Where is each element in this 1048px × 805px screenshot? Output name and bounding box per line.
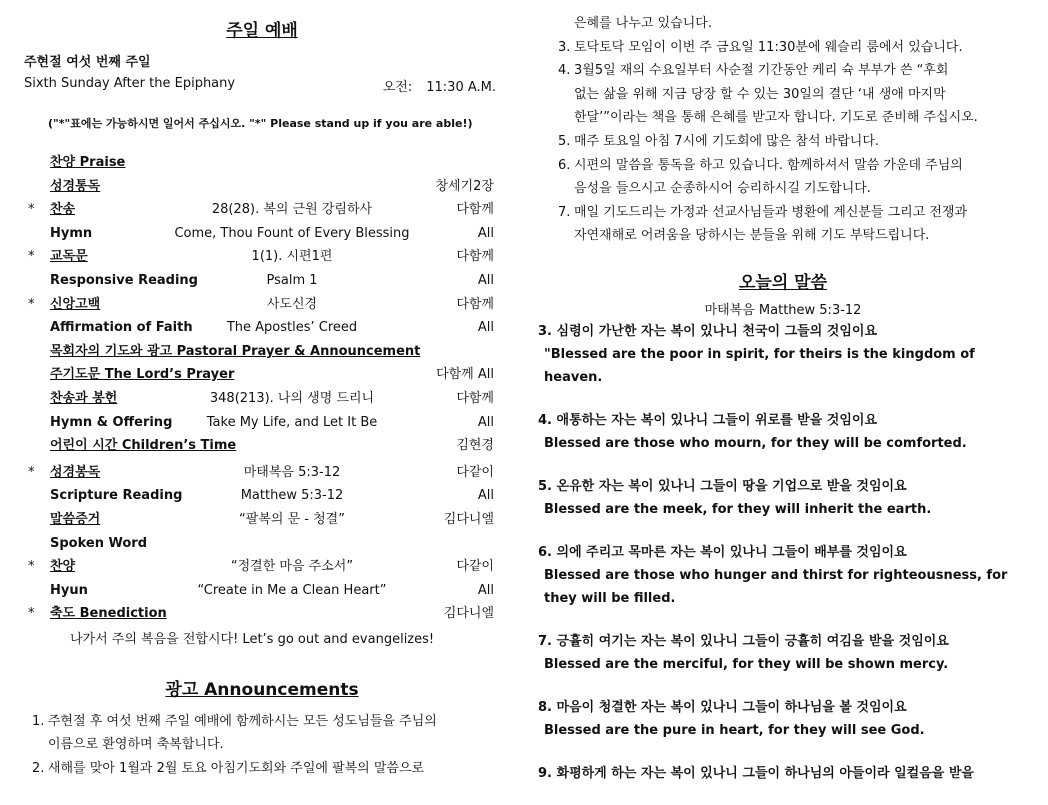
closing-line: 나가서 주의 복음을 전합시다! Let’s go out and evangelizes! xyxy=(70,631,435,647)
stand-marker: * xyxy=(28,249,35,265)
order-of-worship xyxy=(22,151,502,626)
order-item-english: Praise xyxy=(75,155,126,170)
order-item-detail: “Create in Me a Clean Heart” xyxy=(197,582,387,598)
order-item-title: 목회자의 기도와 광고 xyxy=(50,343,173,359)
verse-block xyxy=(538,320,1028,389)
order-item-leader: 다같이 xyxy=(456,559,494,575)
order-item-leader: 다함께 xyxy=(456,249,494,265)
order-row xyxy=(22,198,502,222)
verse-block xyxy=(538,409,1028,455)
announcement-number: 1. xyxy=(32,713,45,729)
stand-notice: ("*"표에는 가능하시면 일어서 주십시오. "*" Please stand up if you are able!) xyxy=(48,117,473,130)
order-item-label xyxy=(50,579,88,603)
order-item-english: Children’s Time xyxy=(117,438,237,454)
announcement-number: 2. xyxy=(32,761,45,777)
verse-block xyxy=(538,475,1028,521)
order-item-label xyxy=(50,340,420,364)
announcement-line: 없는 삶을 위해 지금 당장 할 수 있는 30일의 결단 ‘내 생애 마지막 xyxy=(574,86,946,102)
verse-korean: 4. 애통하는 자는 복이 있나니 그들이 위로를 받을 것임이요 xyxy=(538,412,878,428)
announcement-item xyxy=(538,36,1028,60)
order-item-leader: All xyxy=(477,582,494,598)
order-item-leader: 김다니엘 xyxy=(443,606,494,622)
order-row xyxy=(22,151,502,175)
order-item-title: 주기도문 xyxy=(50,367,101,383)
order-item-detail: Come, Thou Fount of Every Blessing xyxy=(174,225,410,241)
order-row xyxy=(22,461,502,485)
order-item-title: 성경통독 xyxy=(50,178,101,194)
announcement-item xyxy=(22,710,502,757)
order-row xyxy=(22,579,502,603)
order-item-detail: “팔복의 문 - 청결” xyxy=(239,511,345,527)
announcements-list xyxy=(22,710,502,781)
announcement-item xyxy=(538,154,1028,201)
order-item-leader: All xyxy=(477,320,494,336)
verse-english: Blessed are those who hunger and thirst for righteousness, for they will be filled. xyxy=(544,567,1008,606)
announcement-line: 매일 기도드리는 가정과 선교사님들과 병환에 계신분들 그리고 전쟁과 xyxy=(574,204,968,220)
order-item-detail: 1(1). 시편1편 xyxy=(251,249,333,265)
order-item-title: 찬양 xyxy=(50,155,76,170)
order-row xyxy=(22,316,502,340)
order-item-title: 찬송 xyxy=(50,202,76,218)
order-item-leader: 다함께 xyxy=(456,202,494,218)
order-item-title: 신앙고백 xyxy=(50,296,101,312)
announcement-line: 주현절 후 여섯 번째 주일 예배에 함께하시는 모든 성도님들을 주님의 xyxy=(48,713,437,729)
todays-word-title: 오늘의 말씀 xyxy=(738,272,828,293)
order-item-detail: 마태복음 5:3-12 xyxy=(243,464,341,480)
order-row xyxy=(22,293,502,317)
right-column xyxy=(538,12,1028,805)
verse-korean: 8. 마음이 청결한 자는 복이 있나니 그들이 하나님을 볼 것임이요 xyxy=(538,699,907,715)
verse-english: "Blessed are the poor in spirit, for theirs is the kingdom of heaven. xyxy=(544,346,975,385)
order-item-label xyxy=(50,387,117,411)
announcement-number: 6. xyxy=(558,157,571,173)
order-item-title: 말씀증거 xyxy=(50,511,101,527)
announcement-item xyxy=(538,59,1028,130)
verse-english: Blessed are those who mourn, for they will be comforted. xyxy=(544,435,967,451)
announcement-line: 새해를 맞아 1월과 2월 토요 아침기도회와 주일에 팔복의 말씀으로 xyxy=(48,761,425,777)
verse-english: Blessed are the meek, for they will inherit the earth. xyxy=(544,501,932,517)
verse-block xyxy=(538,630,1028,676)
announcement-number: 4. xyxy=(558,63,571,79)
order-item-label xyxy=(50,198,75,222)
order-item-leader: All xyxy=(477,272,494,288)
order-item-title: Hyun xyxy=(50,582,88,598)
announcement-item xyxy=(22,757,502,781)
verse-english: Blessed are the pure in heart, for they will see God. xyxy=(544,722,925,738)
order-item-detail: 348(213). 나의 생명 드리니 xyxy=(209,390,375,406)
subtitle-english: Sixth Sunday After the Epiphany xyxy=(24,76,236,91)
order-item-leader: 다함께 xyxy=(456,296,494,312)
order-item-detail: The Apostles’ Creed xyxy=(226,320,358,336)
order-item-english: The Lord’s Prayer xyxy=(100,367,235,383)
order-item-title: Affirmation of Faith xyxy=(50,320,193,336)
order-item-label xyxy=(50,461,100,485)
order-item-label xyxy=(50,363,234,387)
order-item-english: Benediction xyxy=(75,606,167,622)
time-value: 11:30 A.M. xyxy=(426,80,496,95)
announcement-line: 매주 토요일 아침 7시에 기도회에 많은 참석 바랍니다. xyxy=(574,133,880,149)
order-item-title: 찬양 xyxy=(50,559,76,575)
order-item-leader: 다함께 All xyxy=(436,367,494,383)
stand-marker: * xyxy=(28,296,35,312)
order-item-english: Pastoral Prayer & Announcement xyxy=(172,343,421,359)
scripture-verses xyxy=(538,320,1028,785)
verse-korean: 3. 심령이 가난한 자는 복이 있나니 천국이 그들의 것임이요 xyxy=(538,323,878,339)
order-row xyxy=(22,411,502,435)
order-item-leader: 김현경 xyxy=(456,438,494,454)
order-row xyxy=(22,484,502,508)
order-item-label xyxy=(50,222,92,246)
service-time xyxy=(383,76,496,95)
order-row xyxy=(22,269,502,293)
left-column xyxy=(22,12,502,781)
order-row xyxy=(22,555,502,579)
order-item-leader: 창세기2장 xyxy=(435,178,494,194)
subtitle-korean: 주현절 여섯 번째 주일 xyxy=(24,55,151,70)
order-item-detail: 28(28). 복의 근원 강림하사 xyxy=(211,202,373,218)
stand-marker: * xyxy=(28,559,35,575)
announcement-line: 자연재해로 어려움을 당하시는 분들을 위해 기도 부탁드립니다. xyxy=(574,228,930,244)
order-row xyxy=(22,508,502,532)
stand-marker: * xyxy=(28,464,35,480)
worship-title: 주일 예배 xyxy=(226,21,298,41)
order-row xyxy=(22,434,502,458)
verse-block xyxy=(538,762,1028,785)
announcement-line: 3월5일 재의 수요일부터 사순절 기간동안 케리 슉 부부가 쓴 “후회 xyxy=(574,63,949,79)
announcement-line: 음성을 들으시고 순종하시어 승리하시길 기도합니다. xyxy=(574,181,871,197)
order-row xyxy=(22,340,502,364)
order-row xyxy=(22,175,502,199)
order-item-title: Hymn & Offering xyxy=(50,414,173,430)
order-item-title: 교독문 xyxy=(50,249,88,265)
announcement-item xyxy=(538,201,1028,248)
announcement-item xyxy=(538,130,1028,154)
order-item-leader: All xyxy=(477,414,494,430)
order-item-label xyxy=(50,434,236,458)
time-label: 오전: xyxy=(382,80,413,95)
announcement-line: 한달’”이라는 책을 통해 은혜를 받고자 합니다. 기도로 준비해 주십시오. xyxy=(574,110,978,126)
verse-korean: 7. 긍휼히 여기는 자는 복이 있나니 그들이 긍휼히 여김을 받을 것임이요 xyxy=(538,633,949,649)
announcements-list-continued xyxy=(538,36,1028,248)
order-item-leader: All xyxy=(477,488,494,504)
verse-block xyxy=(538,541,1028,610)
order-item-detail: Psalm 1 xyxy=(266,272,318,288)
order-row xyxy=(22,245,502,269)
order-item-leader: 김다니엘 xyxy=(443,511,494,527)
order-item-title: 축도 xyxy=(50,606,76,622)
verse-english: Blessed are the merciful, for they will be shown mercy. xyxy=(544,656,949,672)
announcement-line: 토닥토닥 모임이 이번 주 금요일 11:30분에 웨슬리 룸에서 있습니다. xyxy=(574,39,963,55)
verse-korean: 9. 화평하게 하는 자는 복이 있나니 그들이 하나님의 아들이라 일컬음을 받을 xyxy=(538,765,974,781)
order-item-title: 어린이 시간 xyxy=(50,438,118,454)
announcement-line: 이름으로 환영하며 축복합니다. xyxy=(48,737,224,753)
service-info xyxy=(24,76,496,95)
order-row xyxy=(22,387,502,411)
order-item-title: 찬송과 봉헌 xyxy=(50,390,118,406)
verse-korean: 6. 의에 주리고 목마른 자는 복이 있나니 그들이 배부를 것임이요 xyxy=(538,544,907,560)
announcement-number: 3. xyxy=(558,39,571,55)
order-item-detail: 사도신경 xyxy=(266,296,318,312)
order-row xyxy=(22,222,502,246)
order-row xyxy=(22,363,502,387)
order-item-leader: All xyxy=(477,225,494,241)
announcement-number: 7. xyxy=(558,204,571,220)
order-item-leader: 다같이 xyxy=(456,464,494,480)
order-item-label xyxy=(50,555,75,579)
order-item-label xyxy=(50,293,100,317)
order-item-label xyxy=(50,508,100,532)
order-item-label xyxy=(50,175,100,199)
order-item-label xyxy=(50,151,125,175)
scripture-reference: 마태복음 Matthew 5:3-12 xyxy=(704,302,862,318)
order-item-detail: Take My Life, and Let It Be xyxy=(206,414,378,430)
order-row xyxy=(22,532,502,556)
order-item-label xyxy=(50,484,182,508)
stand-marker: * xyxy=(28,202,35,218)
order-item-title: Hymn xyxy=(50,225,93,241)
order-item-leader: 다함께 xyxy=(456,390,494,406)
order-item-detail: Matthew 5:3-12 xyxy=(240,488,344,504)
announcement-number: 5. xyxy=(558,133,571,149)
order-item-label xyxy=(50,245,88,269)
announcements-title: 광고 Announcements xyxy=(165,679,359,700)
order-item-label xyxy=(50,602,167,626)
order-item-title: Spoken Word xyxy=(50,535,148,551)
announcement-continuation: 은혜를 나누고 있습니다. xyxy=(574,16,712,31)
order-item-title: 성경봉독 xyxy=(50,464,101,480)
order-item-title: Scripture Reading xyxy=(50,488,183,504)
order-item-detail: “정결한 마음 주소서” xyxy=(230,559,354,575)
order-item-title: Responsive Reading xyxy=(50,272,198,288)
announcement-line: 시편의 말씀을 통독을 하고 있습니다. 함께하셔서 말씀 가운데 주님의 xyxy=(574,157,963,173)
stand-marker: * xyxy=(28,606,35,622)
verse-korean: 5. 온유한 자는 복이 있나니 그들이 땅을 기업으로 받을 것임이요 xyxy=(538,478,907,494)
order-item-label xyxy=(50,532,147,556)
order-row xyxy=(22,602,502,626)
verse-block xyxy=(538,696,1028,742)
order-item-label xyxy=(50,411,172,435)
